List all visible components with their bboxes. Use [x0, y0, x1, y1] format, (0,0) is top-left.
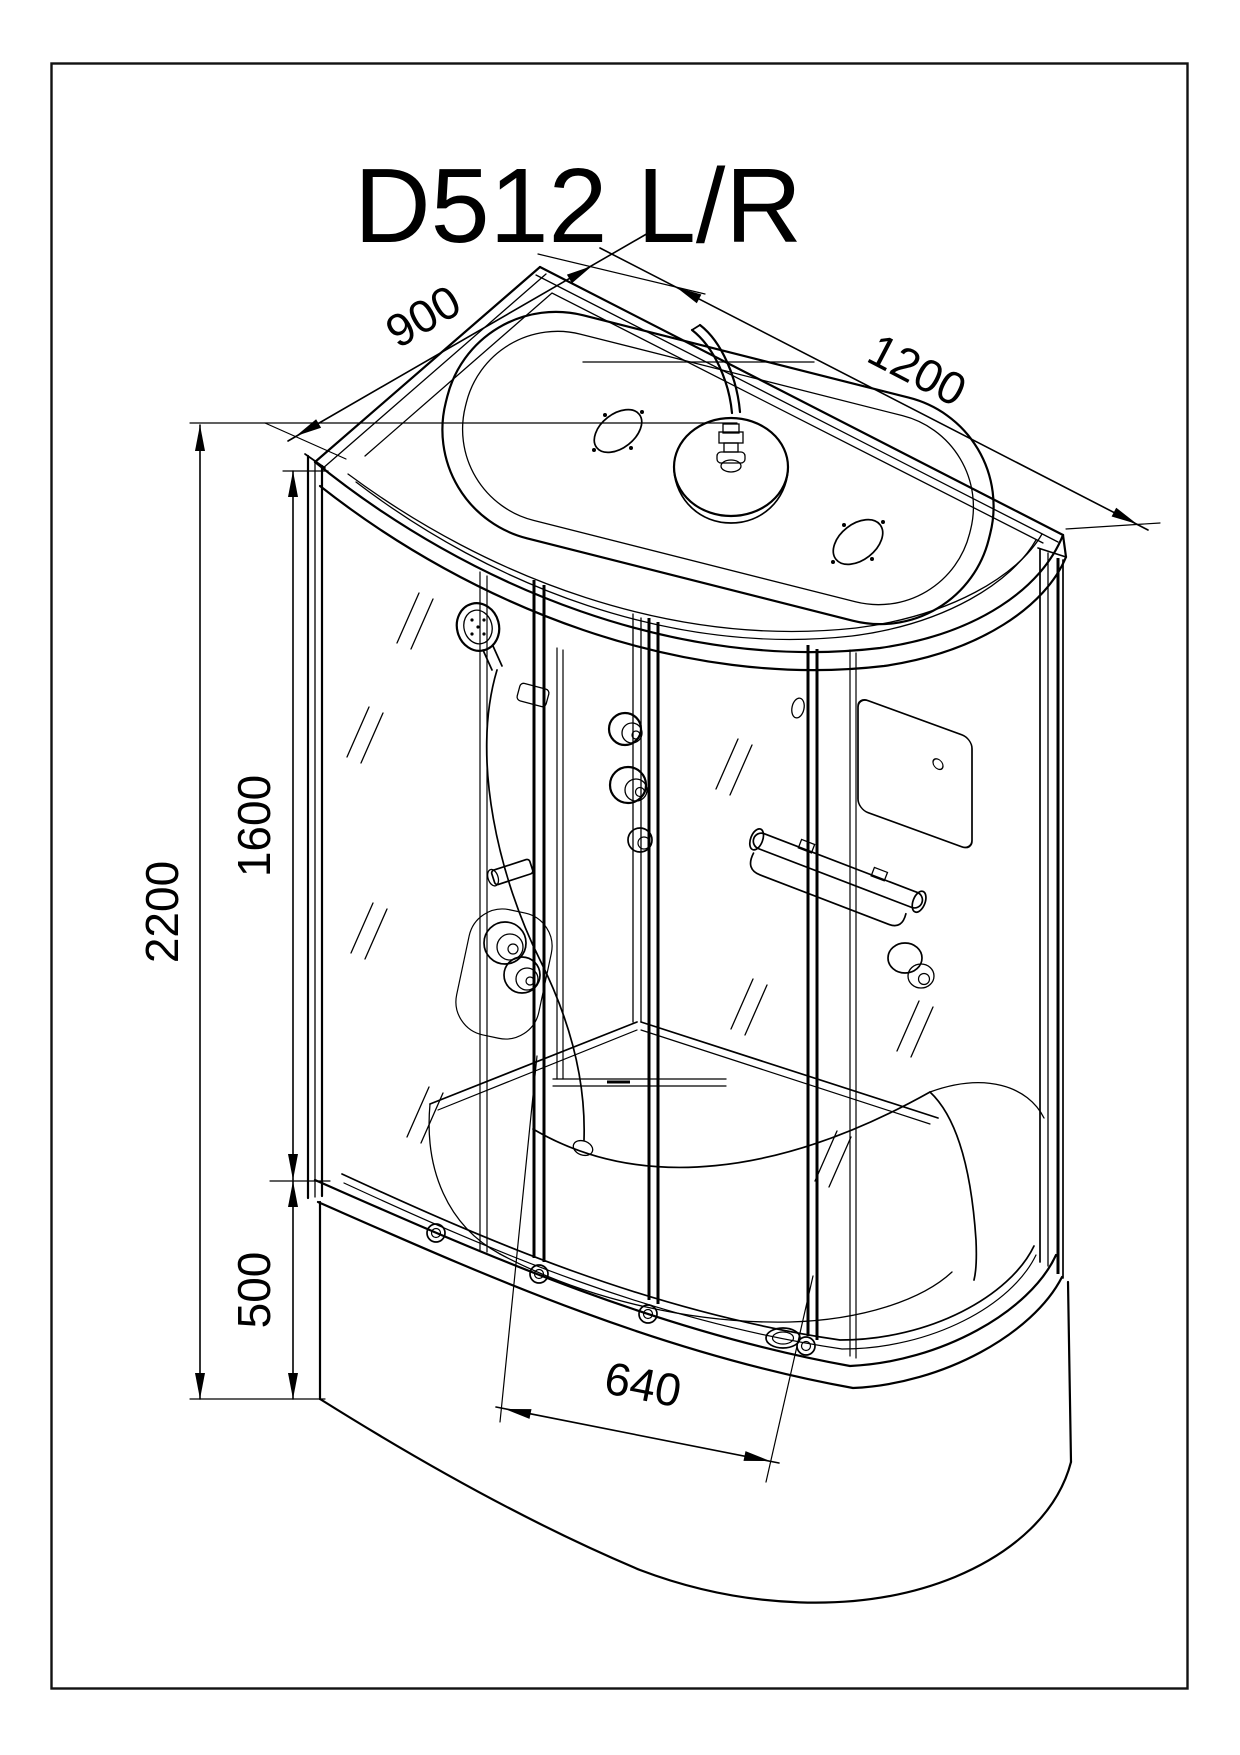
dimension-height-500: [228, 1181, 298, 1399]
dim-label-opening: 640: [600, 1351, 686, 1418]
dimension-height-2200: [136, 425, 205, 1399]
shelf: [740, 822, 931, 933]
mixer-knobs: [609, 713, 652, 852]
roof-vent-right: [825, 511, 891, 574]
steam-outlet: [790, 697, 806, 719]
dimension-height-1600: [228, 471, 298, 1180]
frame-posts-group: [308, 456, 1063, 1358]
roof-dome: [418, 288, 1017, 648]
hand-shower: [452, 598, 595, 1158]
mirror: [858, 697, 972, 850]
shower-cabin-drawing: [305, 267, 1071, 1603]
dim-label-height-total: 2200: [136, 860, 188, 964]
dim-label-height-tray: 500: [228, 1251, 280, 1329]
dim-label-depth: 900: [376, 274, 470, 358]
dimension-opening-640: [496, 1351, 779, 1463]
skirt-apron: [320, 1202, 1071, 1603]
glass-hatches: [347, 593, 933, 1187]
door-stiles: [534, 580, 817, 1340]
body-jet-right: [888, 943, 934, 988]
roof-vent-left: [586, 401, 649, 461]
door-rollers: [427, 1224, 815, 1355]
dim-label-height-cabin: 1600: [228, 774, 280, 878]
tray-group: [315, 1083, 1071, 1603]
foot-jets: [450, 903, 559, 1046]
dimension-width-1200: [600, 248, 1148, 530]
dim-label-width: 1200: [859, 323, 975, 417]
back-walls-group: [430, 614, 972, 1124]
drawing-title: D512 L/R: [354, 147, 802, 265]
